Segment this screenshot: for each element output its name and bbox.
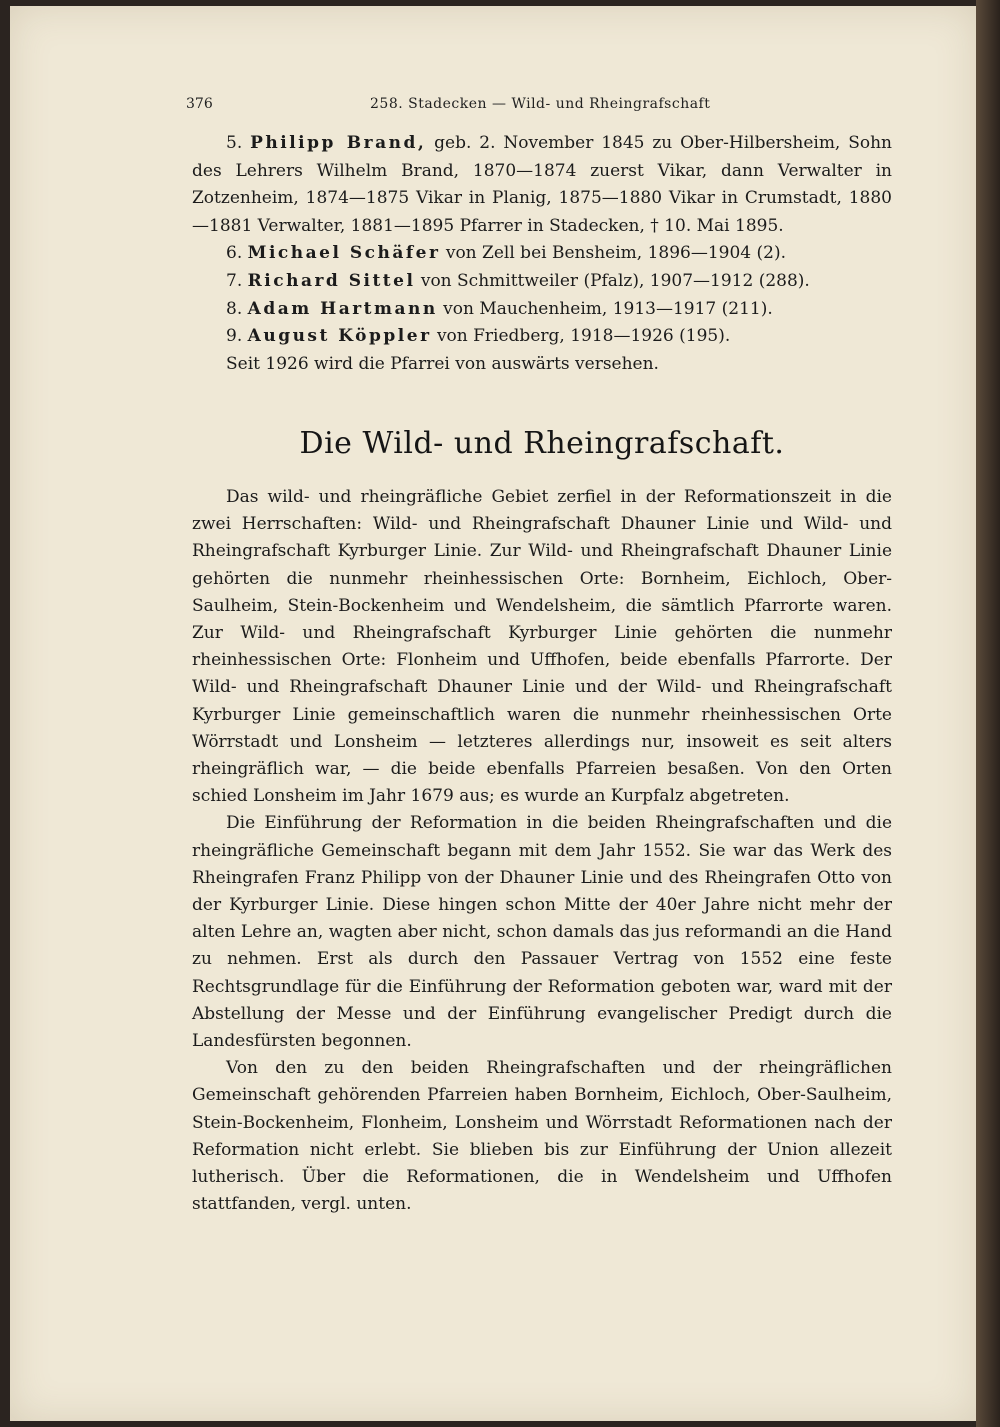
list-item: 8. Adam Hartmann von Mauchenheim, 1913—1917 (211). <box>226 298 773 319</box>
page-number: 376 <box>186 96 213 112</box>
pastor-list <box>192 130 892 378</box>
list-item: 6. Michael Schäfer von Zell bei Bensheim, 1896—1904 (2). <box>226 243 786 264</box>
running-title: 258. Stadecken — Wild- und Rheingrafschaft <box>370 96 711 112</box>
person-name: August Köppler <box>247 326 432 347</box>
section-title: Die Wild- und Rheingrafschaft. <box>299 426 785 461</box>
closing-line: Seit 1926 wird die Pfarrei von auswärts versehen. <box>226 353 659 374</box>
paragraph: Die Einführung der Reformation in die beiden Rheingrafschaften und die rheingräfliche Gemeinschaft begann mit dem Jahr 1552. Sie war das Werk des Rheingrafen Franz Philipp von der Dhauner Linie und des Rheingrafen Otto von der Kyrburger Linie. Diese hingen schon Mitte der 40er Jahre nicht mehr der alten Lehre an, wagten aber nicht, schon damals das jus reformandi an die Hand zu nehmen. Erst als durch den Passauer Vertrag von 1552 eine feste Rechtsgrundlage für die Einführung der Reformation geboten war, ward mit der Abstellung der Messe und der Einführung evangelischer Predigt durch die Landesfürsten begonnen. <box>192 813 892 1052</box>
person-name: Richard Sittel <box>247 270 416 291</box>
list-item: 9. August Köppler von Friedberg, 1918—1926 (195). <box>226 326 731 347</box>
list-item: 5. Philipp Brand, geb. 2. November 1845 zu Ober-Hilbersheim, Sohn des Lehrers Wilhelm Brand, 1870—1874 zuerst Vikar, dann Verwalter in Zotzenheim, 1874—1875 Vikar in Planig, 1875—1880 Vikar in Crumstadt, 1880—1881 Verwalter, 1881—1895 Pfarrer in Stadecken, † 10. Mai 1895. <box>192 133 892 236</box>
person-name: Adam Hartmann <box>247 298 438 319</box>
person-name: Philipp Brand, <box>250 133 427 153</box>
paragraph: Das wild- und rheingräfliche Gebiet zerfiel in der Reformationszeit in die zwei Herrschaften: Wild- und Rheingrafschaft Dhauner Linie und Wild- und Rheingrafschaft Kyrburger Linie. Zur Wild- und Rheingrafschaft Dhauner Linie gehörten die nunmehr rheinhessischen Orte: Bornheim, Eichloch, Ober-Saulheim, Stein-Bockenheim und Wendelsheim, die sämtlich Pfarrorte waren. Zur Wild- und Rheingrafschaft Kyrburger Linie gehörten die nunmehr rheinhessischen Orte: Flonheim und Uffhofen, beide ebenfalls Pfarrorte. Der Wild- und Rheingrafschaft Dhauner Linie und der Wild- und Rheingrafschaft Kyrburger Linie gemeinschaftlich waren die nunmehr rheinhessischen Orte Wörrstadt und Lonsheim — letzteres allerdings nur, insoweit es seit alters rheingräflich war, — die beide ebenfalls Pfarreien besaßen. Von den Orten schied Lonsheim im Jahr 1679 aus; es wurde an Kurpfalz abgetreten. <box>192 487 892 807</box>
book-page <box>10 6 976 1421</box>
running-header <box>182 90 892 120</box>
page-edge-shadow <box>976 0 1000 1427</box>
person-name: Michael Schäfer <box>247 243 441 264</box>
paragraph: Von den zu den beiden Rheingrafschaften und der rheingräflichen Gemeinschaft gehörenden Pfarreien haben Bornheim, Eichloch, Ober-Saulheim, Stein-Bockenheim, Flonheim, Lonsheim und Wörrstadt Reformationen nach der Reformation nicht erlebt. Sie blieben bis zur Einführung der Union allezeit lutherisch. Über die Reformationen, die in Wendelsheim und Uffhofen stattfanden, vergl. unten. <box>192 1058 892 1215</box>
body-text <box>192 484 892 1218</box>
list-item: 7. Richard Sittel von Schmittweiler (Pfalz), 1907—1912 (288). <box>226 270 810 291</box>
